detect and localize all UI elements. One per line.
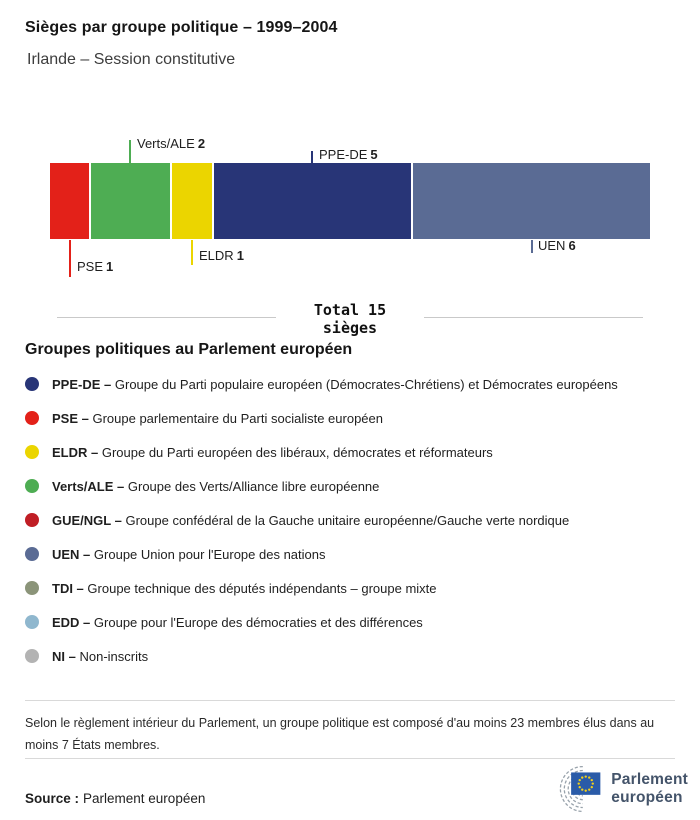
- legend-dot-eldr: [25, 445, 39, 459]
- legend-dot-gue-ngl: [25, 513, 39, 527]
- legend-description: Groupe parlementaire du Parti socialiste européen: [92, 410, 383, 426]
- callout-tick-pse: [69, 240, 71, 277]
- divider-top: [25, 700, 675, 701]
- callout-tick-ppe-de: [311, 151, 313, 163]
- group-seats: 5: [370, 147, 378, 162]
- group-seats: 1: [236, 248, 244, 263]
- page-title: Sièges par groupe politique – 1999–2004: [25, 19, 338, 36]
- legend-abbr: TDI –: [52, 580, 84, 596]
- group-name: Verts/ALE: [137, 136, 195, 151]
- callout-tick-verts-ale: [129, 140, 131, 163]
- source-value: Parlement européen: [83, 791, 206, 806]
- legend-dot-ni: [25, 649, 39, 663]
- group-name: UEN: [538, 238, 566, 253]
- logo-wordmark: [611, 771, 688, 807]
- legend-abbr: EDD –: [52, 614, 91, 630]
- european-parliament-logo: [538, 764, 688, 814]
- callout-label-pse: [77, 259, 113, 274]
- legend-heading: Groupes politiques au Parlement européen: [25, 341, 353, 358]
- legend-dot-ppe-de: [25, 377, 39, 391]
- legend-dot-uen: [25, 547, 39, 561]
- legend-item-ni: [25, 639, 685, 673]
- callout-label-ppe-de: [319, 147, 378, 162]
- legend-item-pse: [25, 401, 685, 435]
- callout-tick-uen: [531, 240, 533, 253]
- source-line: [25, 791, 205, 806]
- legend-abbr: GUE/NGL –: [52, 512, 122, 528]
- legend-item-ppe-de: [25, 367, 685, 401]
- legend-dot-tdi: [25, 581, 39, 595]
- legend-abbr: ELDR –: [52, 444, 99, 460]
- legend-item-eldr: [25, 435, 685, 469]
- bar-segment-pse: [50, 163, 89, 239]
- legend-item-gue-ngl: [25, 503, 685, 537]
- group-name: PPE-DE: [319, 147, 368, 162]
- callout-label-eldr: [199, 248, 244, 263]
- legend-abbr: UEN –: [52, 546, 91, 562]
- legend-abbr: Verts/ALE –: [52, 478, 125, 494]
- legend-description: Groupe confédéral de la Gauche unitaire européenne/Gauche verte nordique: [125, 512, 570, 528]
- bar-segment-verts-ale: [91, 163, 170, 239]
- legend-dot-edd: [25, 615, 39, 629]
- hemicycle-flag-icon: [538, 764, 604, 814]
- callout-label-uen: [538, 238, 576, 253]
- legend-item-edd: [25, 605, 685, 639]
- callout-tick-eldr: [191, 240, 193, 265]
- callout-label-verts-ale: [137, 136, 205, 151]
- legend-dot-pse: [25, 411, 39, 425]
- group-seats: 2: [197, 136, 206, 151]
- legend-abbr: NI –: [52, 648, 76, 664]
- legend-description: Groupe du Parti européen des libéraux, démocrates et réformateurs: [101, 444, 493, 460]
- source-label: Source :: [25, 791, 80, 806]
- legend-abbr: PSE –: [52, 410, 89, 426]
- logo-line2: européen: [611, 789, 683, 806]
- legend-item-uen: [25, 537, 685, 571]
- legend-description: Groupe pour l'Europe des démocraties et des différences: [93, 614, 423, 630]
- footnote: Selon le règlement intérieur du Parlement, un groupe politique est composé d'au moins 23 membres élus dans au moins 7 États membres.: [25, 716, 655, 752]
- group-seats: 1: [106, 259, 114, 274]
- legend-description: Groupe des Verts/Alliance libre européenne: [127, 478, 380, 494]
- bar-segment-ppe-de: [214, 163, 411, 239]
- group-name: PSE: [77, 259, 104, 274]
- total-line2: sièges: [322, 319, 378, 337]
- group-seats: 6: [568, 238, 576, 253]
- legend-dot-verts-ale: [25, 479, 39, 493]
- group-name: ELDR: [199, 248, 234, 263]
- legend-description: Groupe technique des députés indépendants – groupe mixte: [87, 580, 437, 596]
- legend-item-tdi: [25, 571, 685, 605]
- legend-item-verts-ale: [25, 469, 685, 503]
- seat-bar: [50, 163, 650, 239]
- bar-segment-eldr: [172, 163, 211, 239]
- total-line1: Total 15: [313, 301, 387, 319]
- page-subtitle: Irlande – Session constitutive: [27, 51, 236, 68]
- legend-description: Groupe Union pour l'Europe des nations: [93, 546, 326, 562]
- divider-bottom: [25, 758, 675, 759]
- legend-description: Groupe du Parti populaire européen (Démocrates-Chrétiens) et Démocrates européens: [114, 376, 618, 392]
- bar-segment-uen: [413, 163, 650, 239]
- legend-description: Non-inscrits: [79, 648, 149, 664]
- legend-abbr: PPE-DE –: [52, 376, 112, 392]
- total-seats: [0, 301, 700, 337]
- logo-line1: Parlement: [611, 771, 688, 788]
- legend: [25, 367, 685, 673]
